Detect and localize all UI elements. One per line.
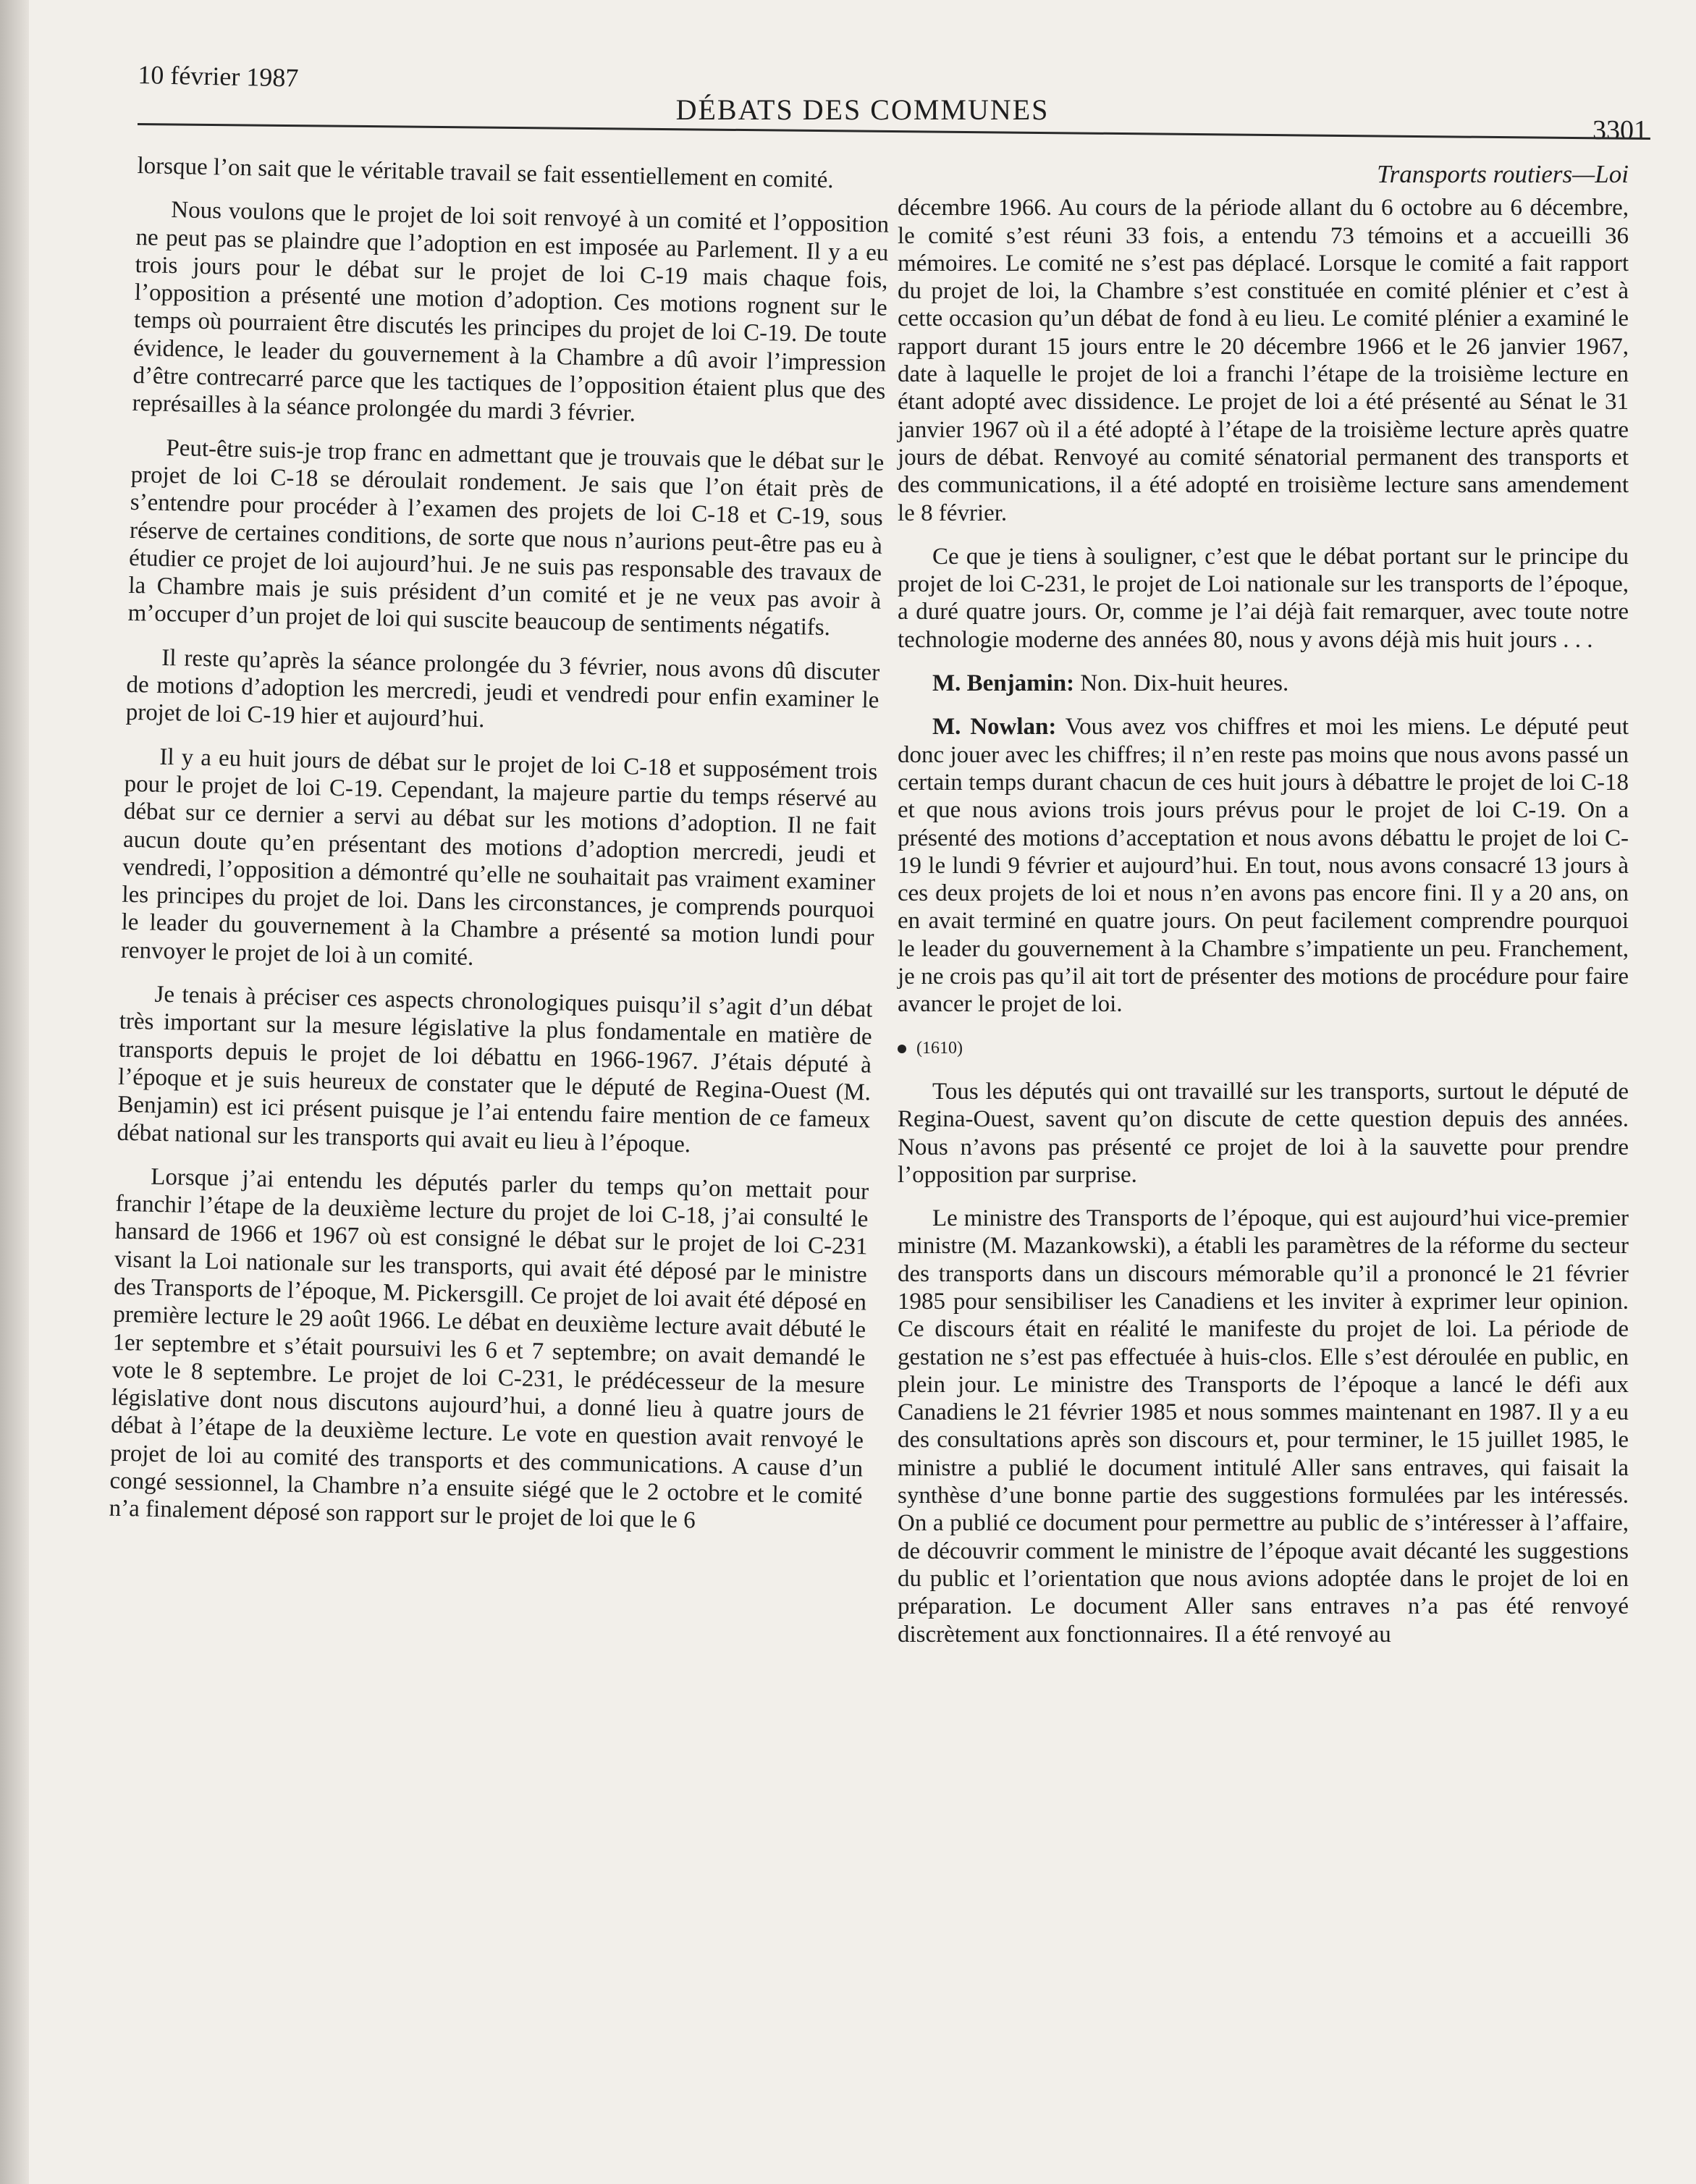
paragraph: Le ministre des Transports de l’époque, qui est aujourd’hui vice-premier ministre (M. Mazankowski), a établi les paramètres de la réforme du secteur des transports dans un discours mémorable qu’il a prononcé le 21 février 1985 pour sensibiliser les Canadiens et les inviter à exprimer leur opinion. Ce discours était en réalité le manifeste du projet de loi. La période de gestation ne s’est pas effectuée à huis-clos. Elle s’est déroulée en public, en plein jour. Le ministre des Transports de l’époque a lancé le défi aux Canadiens le 21 février 1985 et nous sommes maintenant en 1987. Il y a eu des consultations après son discours et, pour terminer, le 15 juillet 1985, le ministre a publié le document intitulé Aller sans entraves, qui faisait la synthèse d’une bonne partie des suggestions formulées par les intéressés. On a publié ce document pour permettre au public de s’intéresser à l’affaire, de découvrir comment le ministre de l’époque avait décanté les suggestions du public et l’orientation que nous avions adoptée dans le projet de loi en préparation. Le document Aller sans entraves n’a pas été renvoyé discrètement aux fonctionnaires. Il a été renvoyé au bbox=[898, 1205, 1629, 1648]
binding-gutter bbox=[0, 0, 29, 2184]
timestamp bbox=[898, 1034, 1629, 1062]
speaker-paragraph bbox=[898, 670, 1629, 697]
running-head: Transports routiers—Loi bbox=[1377, 160, 1629, 188]
speaker-paragraph bbox=[898, 713, 1629, 1018]
header-title: DÉBATS DES COMMUNES bbox=[675, 93, 1050, 126]
page-number: 3301 bbox=[1592, 115, 1648, 146]
paragraph: décembre 1966. Au cours de la période allant du 6 octobre au 6 décembre, le comité s’est réuni 33 fois, a entendu 73 témoins et a accueilli 36 mémoires. Le comité ne s’est pas déplacé. Lorsque le comité a fait rapport du projet de loi, la Chambre s’est constituée en comité plénier et c’est à cette occasion qu’un débat de fond à eu lieu. Le comité plénier a examiné le rapport durant 15 jours entre le 20 décembre 1966 et le 26 janvier 1967, date à laquelle le projet de loi a franchi l’étape de la troisième lecture en étant adopté avec dissidence. Le projet de loi a été présenté au Sénat le 31 janvier 1967 où il a été adopté à l’étape de la troisième lecture après quatre jours de débat. Renvoyé au comité sénatorial permanent des transports et des communications, il a été adopté en troisième lecture sans amendement le 8 février. bbox=[898, 195, 1629, 526]
paragraph: lorsque l’on sait que le véritable travail se fait essentiellement en comité. bbox=[137, 152, 834, 194]
header-date: 10 février 1987 bbox=[138, 60, 299, 93]
right-column bbox=[898, 161, 1629, 1664]
paragraph: Il reste qu’après la séance prolongée du 3 février, nous avons dû discuter de motions d’adoption les mercredi, jeudi et vendredi pour enfin examiner le projet de loi C-19 hier et aujourd’hui. bbox=[125, 644, 880, 733]
paragraph: Lorsque j’ai entendu les députés parler du temps qu’on mettait pour franchir l’étape de la deuxième lecture du projet de loi C-18, j’ai consulté le hansard de 1966 et 1967 où est consigné le débat sur le projet de loi C-231 visant la Loi nationale sur les transports, qui avait été déposé par le ministre des Transports de l’époque, M. Pickersgill. Ce projet de loi avait été déposé en première lecture le 29 août 1966. Le débat en deuxième lecture avait débuté le 1er septembre et s’était poursuivi les 6 et 7 septembre; on avait demandé le vote le 8 septembre. Le projet de loi C-231, le prédécesseur de la mesure législative dont nous discutons aujourd’hui, a donné lieu à quatre jours de débat à l’étape de la deuxième lecture. Le vote en question avait renvoyé le projet de loi au comité des transports et des communications. A cause d’un congé sessionnel, la Chambre n’a ensuite siégé que le 2 octobre et le comité n’a finalement déposé son rapport sur le projet de loi que le 6 bbox=[109, 1163, 869, 1534]
paragraph: Peut-être suis-je trop franc en admettant que je trouvais que le débat sur le projet de loi C-18 se déroulait rondement. Je sais que l’on était près de s’entendre pour procéder à l’examen des projets de loi C-18 et C-19, sous réserve de certaines conditions, de sorte que nous n’aurions peut-être pas eu à étudier ce projet de loi aujourd’hui. Je ne suis pas responsable des travaux de la Chambre mais je suis président d’un comité et je ne veux pas avoir à m’occuper d’un projet de loi qui suscite beaucoup de sentiments négatifs. bbox=[127, 434, 885, 641]
paragraph: Nous voulons que le projet de loi soit renvoyé à un comité et l’opposition ne peut pas se plaindre que l’adoption en est imposée au Parlement. Il y a eu trois jours pour le débat sur le projet de loi C-19 mais chaque fois, l’opposition a présenté une motion d’adoption. Ces motions rognent sur le temps où pourraient être discutés les principes du projet de loi C-19. De toute évidence, le leader du gouvernement à la Chambre a dû avoir l’impression d’être contrecarré parce que les tactiques de l’opposition étaient plus que des représailles à la séance prolongée du mardi 3 février. bbox=[132, 197, 890, 427]
paragraph: Ce que je tiens à souligner, c’est que le débat portant sur le principe du projet de loi C-231, le projet de Loi nationale sur les transports de l’époque, a duré quatre jours. Or, comme je l’ai déjà fait remarquer, avec toute notre technologie moderne des années 80, nous y avons déjà mis huit jours . . . bbox=[898, 543, 1629, 653]
speech-text: Vous avez vos chiffres et moi les miens. Le député peut donc jouer avec les chiffres; il n’en reste pas moins que nous avons passé un certain temps durant chacun de ces huit jours à débattre le projet de loi C-18 et que nous avions trois jours prévus pour le projet de loi C-19. On a présenté des motions d’acceptation et nous avons débattu le projet de loi C-19 le lundi 9 février et aujourd’hui. En tout, nous avons consacré 13 jours à ces deux projets de loi et nous n’en avons pas encore fini. Il y a 20 ans, on en avait terminé en quatre jours. On peut facilement comprendre pourquoi le leader du gouvernement à la Chambre s’impatiente un peu. Franchement, je ne crois pas qu’il ait tort de présenter des motions de procédure pour faire avancer le projet de loi. bbox=[898, 714, 1629, 1018]
speech-text: Non. Dix-huit heures. bbox=[1074, 670, 1289, 697]
bullet-icon bbox=[898, 1045, 906, 1053]
page bbox=[29, 0, 1696, 2184]
left-column bbox=[109, 152, 890, 1554]
paragraph: Il y a eu huit jours de débat sur le projet de loi C-18 et supposément trois pour le projet de loi C-19. Cependant, la majeure partie du temps réservé au débat sur ce dernier a servi au débat sur les motions d’adoption. Il ne fait aucun doute qu’en présentant des motions d’adoption mercredi, jeudi et vendredi, l’opposition a démontré qu’elle ne souhaitait pas vraiment examiner les principes du projet de loi. Dans les circonstances, je comprends pourquoi le leader du gouvernement à la Chambre a présenté sa motion lundi pour renvoyer le projet de loi à un comité. bbox=[120, 743, 878, 971]
speaker-name: M. Benjamin: bbox=[932, 670, 1075, 697]
paragraph: Je tenais à préciser ces aspects chronologiques puisqu’il s’agit d’un débat très important sur la mesure législative la plus fondamentale en matière de transports depuis le projet de loi débattu en 1966-1967. J’étais député à l’époque et je suis heureux de constater que le député de Regina-Ouest (M. Benjamin) est ici présent puisque je l’ai entendu faire mention de ce fameux débat national sur les transports qui avait eu lieu à l’époque. bbox=[117, 981, 873, 1158]
timestamp-text: (1610) bbox=[916, 1038, 963, 1058]
paragraph: Tous les députés qui ont travaillé sur les transports, surtout le député de Regina-Ouest, savent qu’on discute de cette question depuis des années. Nous n’avons pas présenté ce projet de loi à la sauvette pour prendre l’opposition par surprise. bbox=[898, 1078, 1629, 1188]
speaker-name: M. Nowlan: bbox=[932, 714, 1057, 741]
